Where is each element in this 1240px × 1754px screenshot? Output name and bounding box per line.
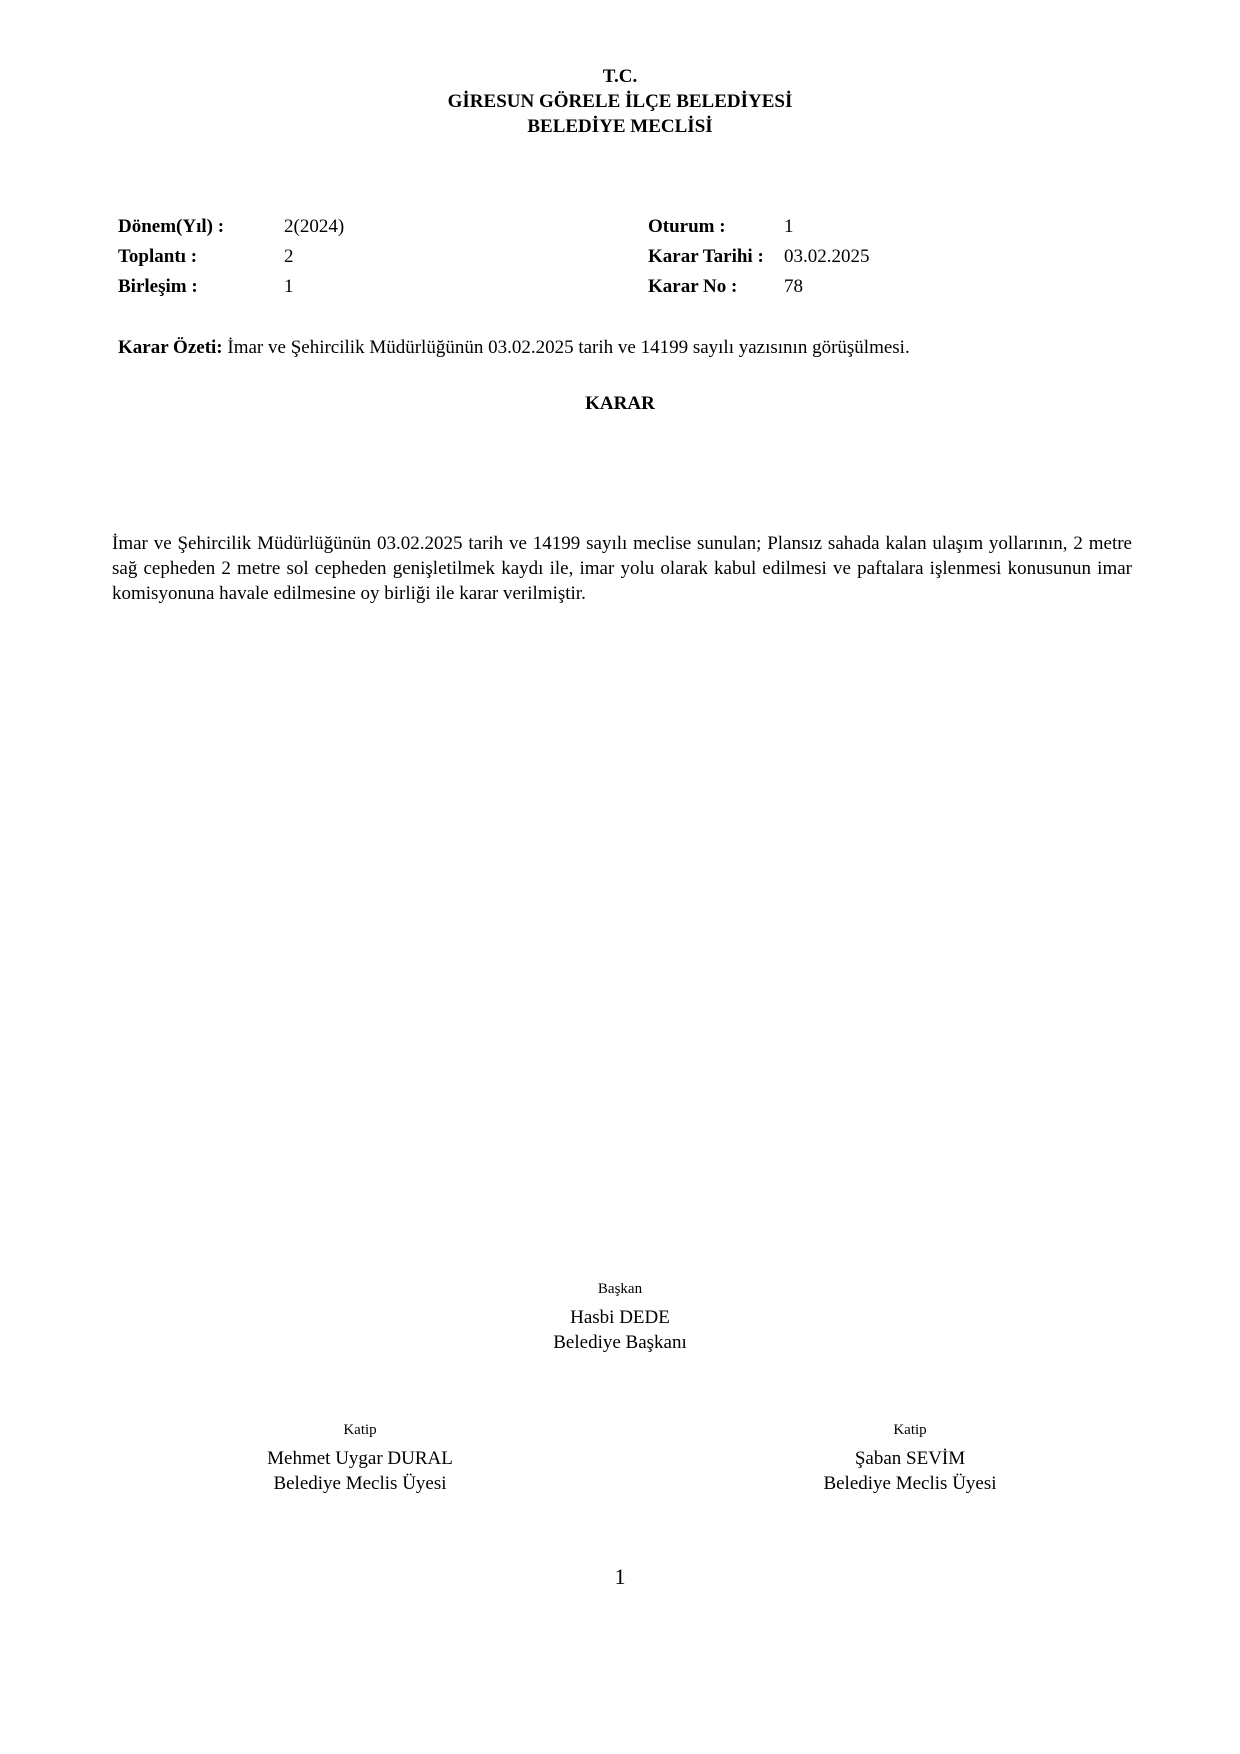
signature-name: Mehmet Uygar DURAL xyxy=(267,1448,453,1469)
header-line-municipality: GİRESUN GÖRELE İLÇE BELEDİYESİ xyxy=(447,91,793,112)
signature-title: Belediye Meclis Üyesi xyxy=(273,1473,447,1494)
signature-president xyxy=(470,1279,770,1355)
decision-summary xyxy=(118,335,1128,360)
meta-label: Oturum : xyxy=(648,216,726,237)
signature-clerk-left xyxy=(210,1420,510,1496)
meta-value: 03.02.2025 xyxy=(784,246,870,267)
signature-role: Başkan xyxy=(597,1281,643,1297)
meta-row-karar-tarihi xyxy=(648,242,1068,272)
header-line-tc: T.C. xyxy=(602,66,638,87)
signature-clerk-right xyxy=(760,1420,1060,1496)
meta-label: Karar Tarihi : xyxy=(648,246,764,267)
meta-row-toplanti xyxy=(118,242,538,272)
meta-value: 78 xyxy=(784,276,803,297)
signature-name: Hasbi DEDE xyxy=(570,1307,670,1328)
header-line-council: BELEDİYE MECLİSİ xyxy=(527,116,713,137)
meta-row-donem xyxy=(118,212,538,242)
signature-role: Katip xyxy=(343,1422,377,1438)
signature-name: Şaban SEVİM xyxy=(854,1448,966,1469)
decision-body: İmar ve Şehircilik Müdürlüğünün 03.02.2025 tarih ve 14199 sayılı meclise sunulan; Plansız sahada kalan ulaşım yollarının, 2 metre sağ cepheden 2 metre sol cepheden genişletilmek kaydı ile, imar yolu olarak kabul edilmesi ve paftalara işlenmesi konusunun imar komisyonuna havale edilmesine oy birliği ile karar verilmiştir. xyxy=(112,533,1132,604)
meta-value: 2(2024) xyxy=(284,216,345,237)
meta-value: 2 xyxy=(284,246,294,267)
meta-label: Karar No : xyxy=(648,276,738,297)
meta-value: 1 xyxy=(784,216,794,237)
meta-right-column xyxy=(648,212,1068,302)
summary-text: İmar ve Şehircilik Müdürlüğünün 03.02.2025 tarih ve 14199 sayılı yazısının görüşülmesi. xyxy=(227,337,910,358)
meta-label: Toplantı : xyxy=(118,246,198,267)
meta-label: Dönem(Yıl) : xyxy=(118,216,225,237)
karar-heading: KARAR xyxy=(585,393,655,414)
meta-value: 1 xyxy=(284,276,294,297)
meta-left-column xyxy=(118,212,538,302)
meta-row-karar-no xyxy=(648,272,1068,302)
meta-row-oturum xyxy=(648,212,1068,242)
signature-role: Katip xyxy=(893,1422,927,1438)
signature-title: Belediye Meclis Üyesi xyxy=(823,1473,997,1494)
meta-row-birlesim xyxy=(118,272,538,302)
meta-label: Birleşim : xyxy=(118,276,198,297)
summary-label: Karar Özeti: xyxy=(118,337,223,358)
document-header xyxy=(0,64,1240,139)
signature-title: Belediye Başkanı xyxy=(553,1332,687,1353)
page-number: 1 xyxy=(614,1564,626,1589)
